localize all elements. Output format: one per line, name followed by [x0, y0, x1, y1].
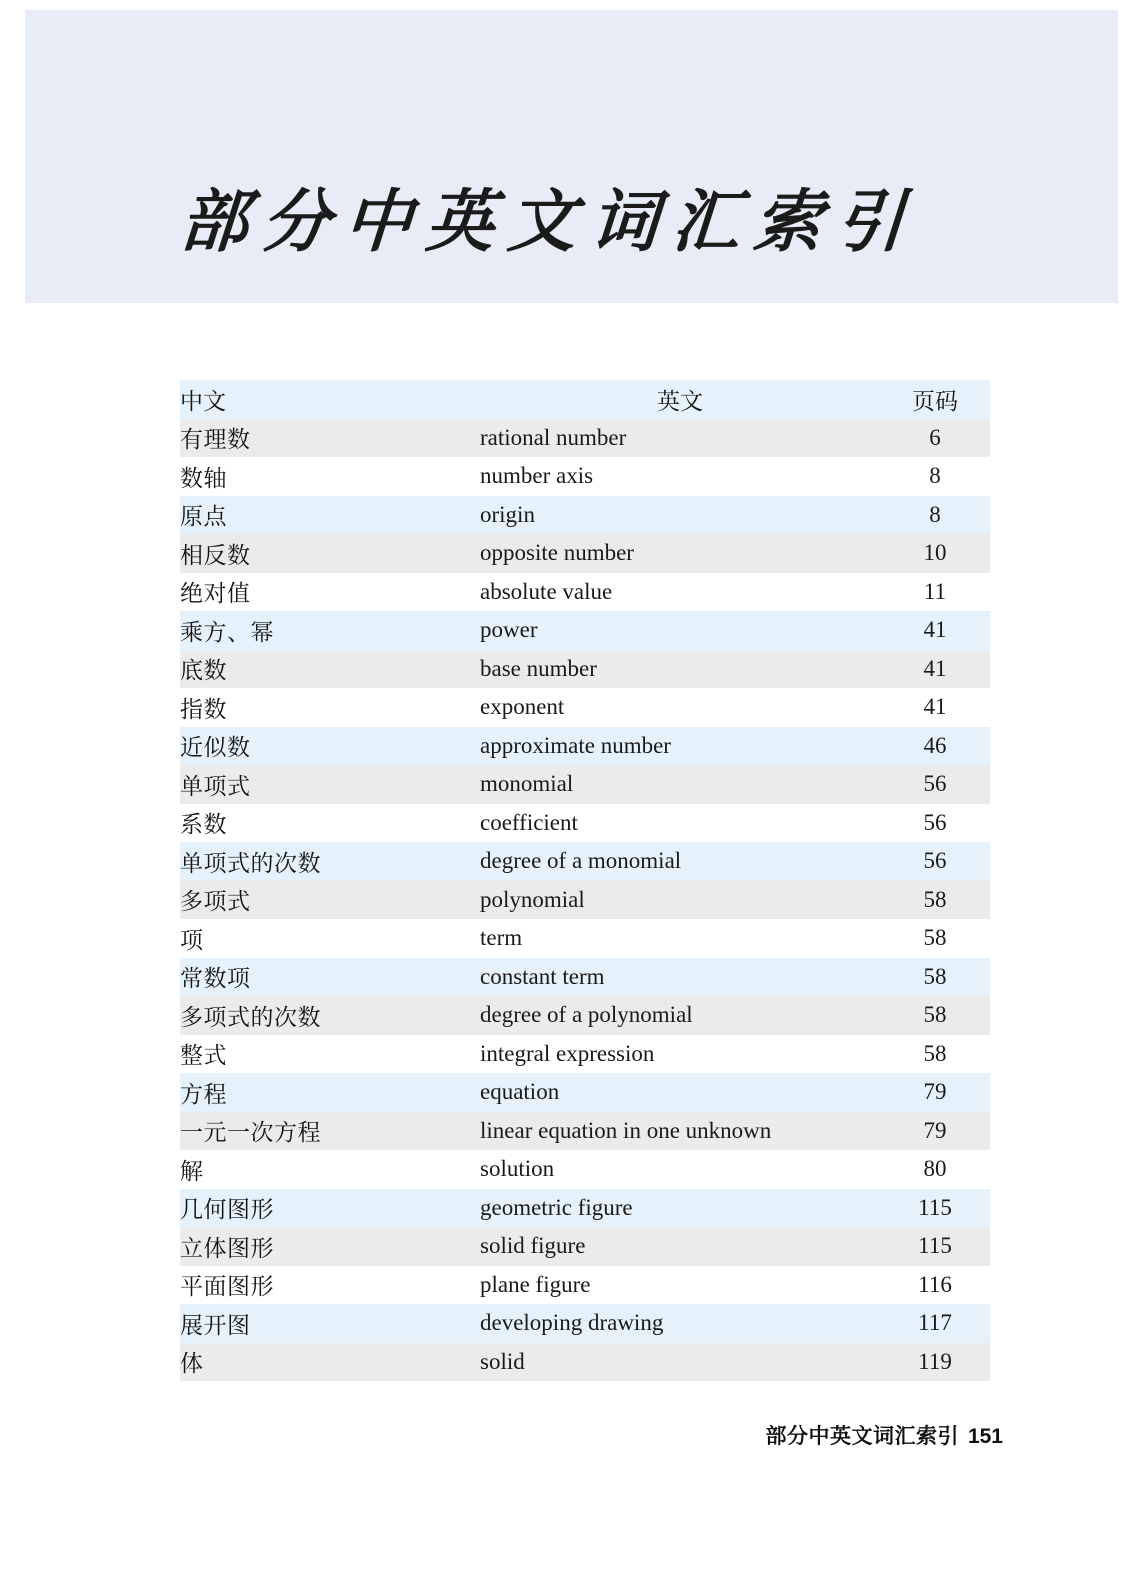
table-row — [180, 804, 990, 843]
cell-page-number: 46 — [923, 732, 947, 758]
cell-chinese-term: 底数 — [180, 657, 227, 684]
cell-english-term: origin — [480, 501, 535, 527]
cell-english-term: solid figure — [480, 1233, 586, 1259]
table-row — [180, 688, 990, 727]
cell-english-term: rational number — [480, 424, 627, 450]
cell-english-term: approximate number — [480, 732, 671, 758]
cell-page-number: 79 — [923, 1117, 947, 1143]
table-row — [180, 1112, 990, 1151]
cell-chinese-term: 体 — [180, 1350, 204, 1377]
cell-chinese-term: 单项式 — [180, 772, 251, 799]
title-banner — [25, 10, 1118, 303]
cell-chinese-term: 常数项 — [180, 965, 251, 992]
cell-page-number: 58 — [923, 963, 947, 989]
cell-page-number: 56 — [923, 848, 947, 874]
table-row — [180, 1035, 990, 1074]
cell-chinese-term: 解 — [180, 1157, 204, 1184]
cell-page-number: 115 — [918, 1233, 952, 1259]
table-row — [180, 996, 990, 1035]
cell-page-number: 10 — [923, 540, 947, 566]
table-row — [180, 496, 990, 535]
cell-english-term: opposite number — [480, 540, 634, 566]
cell-english-term: coefficient — [480, 809, 578, 835]
cell-english-term: solid — [480, 1348, 525, 1374]
cell-chinese-term: 平面图形 — [180, 1273, 274, 1300]
cell-chinese-term: 项 — [180, 926, 204, 953]
table-body — [180, 419, 990, 1382]
cell-chinese-term: 整式 — [180, 1042, 227, 1069]
cell-chinese-term: 展开图 — [180, 1311, 251, 1338]
table-row — [180, 1343, 990, 1382]
cell-english-term: constant term — [480, 963, 605, 989]
footer-page-number: 151 — [967, 1425, 1003, 1448]
cell-chinese-term: 有理数 — [180, 426, 251, 453]
cell-page-number: 56 — [923, 809, 947, 835]
table-row — [180, 1227, 990, 1266]
cell-chinese-term: 多项式的次数 — [180, 1003, 321, 1030]
cell-page-number: 8 — [929, 501, 941, 527]
cell-chinese-term: 方程 — [180, 1080, 227, 1107]
cell-page-number: 11 — [923, 578, 947, 604]
cell-page-number: 116 — [918, 1271, 952, 1297]
table-row — [180, 534, 990, 573]
table-row — [180, 1266, 990, 1305]
cell-page-number: 6 — [929, 424, 941, 450]
cell-page-number: 41 — [923, 694, 947, 720]
table-row — [180, 958, 990, 997]
table-header — [180, 380, 990, 419]
cell-chinese-term: 相反数 — [180, 541, 251, 568]
table-row — [180, 611, 990, 650]
cell-page-number: 41 — [923, 655, 947, 681]
cell-english-term: polynomial — [480, 886, 585, 912]
cell-chinese-term: 系数 — [180, 811, 227, 838]
cell-chinese-term: 指数 — [180, 695, 227, 722]
cell-page-number: 58 — [923, 1002, 947, 1028]
column-header-english: 英文 — [657, 387, 703, 414]
cell-chinese-term: 原点 — [180, 503, 227, 530]
column-header-chinese: 中文 — [180, 387, 226, 414]
cell-english-term: linear equation in one unknown — [480, 1117, 772, 1143]
page-title: 部分中英文词汇索引 — [177, 184, 921, 260]
cell-chinese-term: 绝对值 — [180, 580, 251, 607]
table-row — [180, 727, 990, 766]
table-row — [180, 650, 990, 689]
table-row — [180, 1150, 990, 1189]
cell-chinese-term: 数轴 — [180, 464, 227, 491]
table-row — [180, 1304, 990, 1343]
cell-chinese-term: 多项式 — [180, 888, 251, 915]
cell-english-term: plane figure — [480, 1271, 591, 1297]
cell-chinese-term: 一元一次方程 — [180, 1119, 321, 1146]
table-row — [180, 457, 990, 496]
table-row — [180, 881, 990, 920]
cell-english-term: term — [480, 925, 523, 951]
cell-page-number: 119 — [918, 1348, 952, 1374]
cell-page-number: 8 — [929, 463, 941, 489]
cell-page-number: 117 — [918, 1310, 952, 1336]
cell-page-number: 80 — [923, 1156, 947, 1182]
vocabulary-index-table — [180, 380, 990, 1381]
cell-english-term: number axis — [480, 463, 594, 489]
cell-chinese-term: 单项式的次数 — [180, 849, 321, 876]
table-row — [180, 1189, 990, 1228]
footer-section-label: 部分中英文词汇索引 — [765, 1425, 959, 1448]
cell-chinese-term: 近似数 — [180, 734, 251, 761]
table-row — [180, 842, 990, 881]
cell-english-term: degree of a monomial — [480, 848, 682, 874]
cell-chinese-term: 乘方、幂 — [180, 618, 274, 645]
table-row — [180, 419, 990, 458]
cell-page-number: 58 — [923, 1040, 947, 1066]
cell-english-term: base number — [480, 655, 597, 681]
cell-page-number: 58 — [923, 886, 947, 912]
cell-english-term: power — [480, 617, 538, 643]
page-footer — [765, 1420, 1003, 1450]
table-row — [180, 765, 990, 804]
table-header-row — [180, 380, 990, 419]
table-row — [180, 1073, 990, 1112]
cell-english-term: exponent — [480, 694, 565, 720]
cell-english-term: monomial — [480, 771, 574, 797]
cell-english-term: geometric figure — [480, 1194, 633, 1220]
cell-page-number: 115 — [918, 1194, 952, 1220]
cell-english-term: absolute value — [480, 578, 613, 604]
cell-chinese-term: 立体图形 — [180, 1234, 274, 1261]
cell-chinese-term: 几何图形 — [180, 1196, 274, 1223]
cell-english-term: developing drawing — [480, 1310, 664, 1336]
cell-english-term: integral expression — [480, 1040, 655, 1066]
cell-english-term: equation — [480, 1079, 560, 1105]
table-row — [180, 919, 990, 958]
cell-page-number: 58 — [923, 925, 947, 951]
cell-page-number: 41 — [923, 617, 947, 643]
column-header-page: 页码 — [912, 387, 958, 414]
cell-english-term: degree of a polynomial — [480, 1002, 693, 1028]
cell-page-number: 56 — [923, 771, 947, 797]
cell-english-term: solution — [480, 1156, 555, 1182]
table-row — [180, 573, 990, 612]
cell-page-number: 79 — [923, 1079, 947, 1105]
